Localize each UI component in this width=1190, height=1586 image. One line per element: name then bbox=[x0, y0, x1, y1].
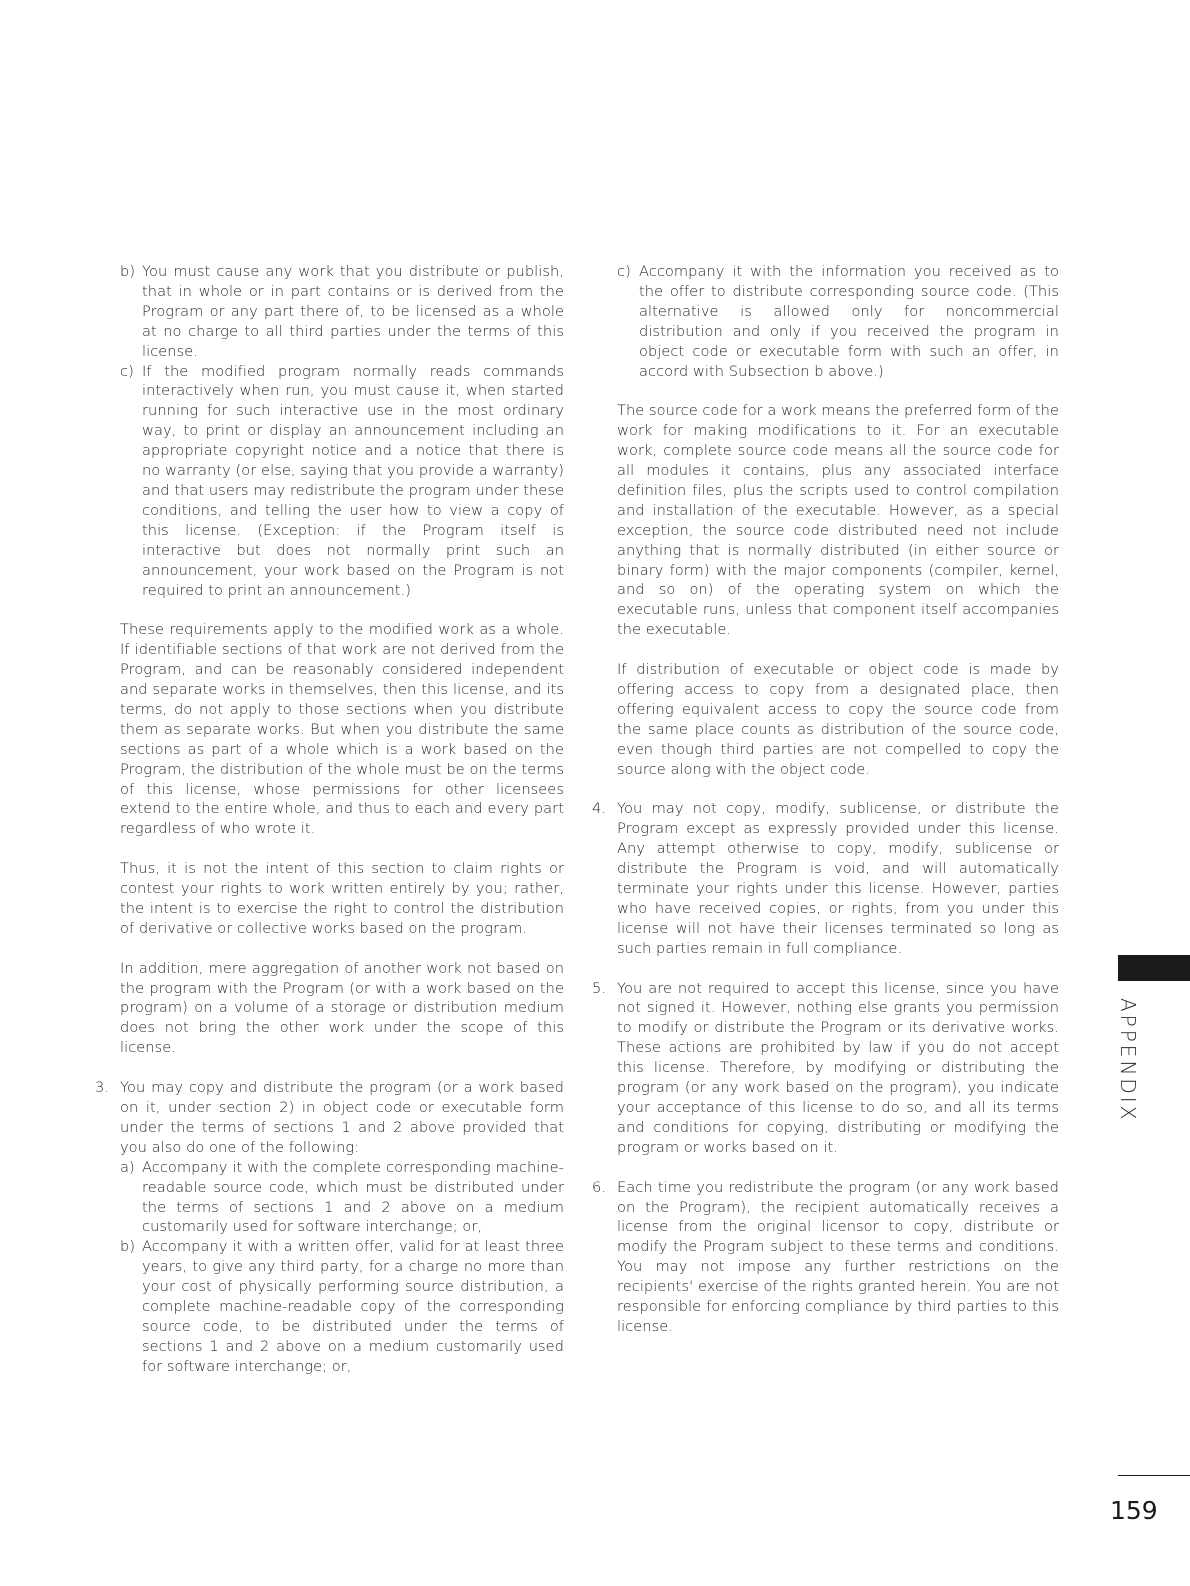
list-label: b) bbox=[120, 263, 136, 280]
section-text: Each time you redistribute the program (or any work based on the Program), the recipient automatically receives a license from the original licensor to copy, distribute or modify the Program subject to these terms and conditions. You may not impose any further restrictions on the recipients' exercise of the rights granted herein. You are not responsible for enforcing compliance by third parties to this license. bbox=[617, 1178, 1059, 1335]
right-column bbox=[592, 262, 1059, 1357]
section-text: You are not required to accept this license, since you have not signed it. However, nothing else grants you permission to modify or distribute the Program or its derivative works. These actions are prohibited by law if you do not accept this license. Therefore, by modifying or distributing the program (or any work based on the program), you indicate your acceptance of this license to do so, and all its terms and conditions for copying, distributing or modifying the program or works based on it. bbox=[617, 979, 1059, 1156]
section-number: 5. bbox=[592, 979, 607, 997]
list-text: If the modified program normally reads commands interactively when run, you must cause it, when started running for such interactive use in the most ordinary way, to print or display an announcement including an appropriate copyright notice and a notice that there is no warranty (or else, saying that you provide a warranty) and that users may redistribute the program under these conditions, and telling the user how to view a copy of this license. (Exception: if the Program itself is interactive but does not normally print such an announcement, your work based on the Program is not required to print an announcement.) bbox=[142, 362, 564, 599]
list-label: c) bbox=[617, 263, 631, 280]
section-text: You may copy and distribute the program (or a work based on it, under section 2) in object code or executable form under the terms of sections 1 and 2 above provided that you also do one of the following: bbox=[120, 1079, 564, 1156]
section-tab-label bbox=[1108, 995, 1148, 1125]
section-number: 4. bbox=[592, 800, 607, 818]
section-5 bbox=[592, 979, 1059, 1158]
list-item-c bbox=[120, 362, 564, 601]
list-text: Accompany it with the complete corresponding machine-readable source code, which must be distributed under the terms of sections 1 and 2 above on a medium customarily used for software interchange; or, bbox=[142, 1158, 564, 1236]
list-item-b bbox=[120, 1237, 564, 1376]
page-number-rule bbox=[1118, 1475, 1190, 1476]
section-tab-marker bbox=[1118, 955, 1190, 981]
list-item-b bbox=[120, 262, 564, 362]
section-tab-text: APPENDIX bbox=[1116, 997, 1140, 1123]
section-text: You may not copy, modify, sublicense, or distribute the Program except as expressly provided under this license. Any attempt otherwise to copy, modify, sublicense or distribute the Program is void, and will automatically terminate your rights under this license. However, parties who have received copies, or rights, from you under this license will not have their licenses terminated so long as such parties remain in full compliance. bbox=[617, 800, 1059, 957]
list-label: b) bbox=[120, 1238, 136, 1256]
section-6 bbox=[592, 1178, 1059, 1337]
section-3 bbox=[95, 1078, 564, 1377]
paragraph: The source code for a work means the preferred form of the work for making modifications to it. For an executable work, complete source code means all the source code for all modules it contains, plus any associated interface definition files, plus the scripts used to control compilation and installation of the executable. However, as a special exception, the source code distributed need not include anything that is normally distributed (in either source or binary form) with the major components (compiler, kernel, and so on) of the operating system on which the executable runs, unless that component itself accompanies the executable. bbox=[617, 402, 1059, 639]
page-number: 159 bbox=[1110, 1496, 1158, 1525]
list-label: c) bbox=[120, 362, 134, 380]
list-text: Accompany it with the information you received as to the offer to distribute corresponding source code. (This alternative is allowed only for noncommercial distribution and only if you received the program in object code or executable form with such an offer, in accord with Subsection b above.) bbox=[639, 263, 1059, 380]
paragraph: If distribution of executable or object code is made by offering access to copy from a designated place, then offering equivalent access to copy the source code from the same place counts as distribution of the source code, even though third parties are not compelled to copy the source along with the object code. bbox=[617, 661, 1059, 778]
paragraph: In addition, mere aggregation of another work not based on the program with the Program (or with a work based on the program) on a volume of a storage or distribution medium does not bring the other work under the scope of this license. bbox=[120, 959, 564, 1057]
section-4 bbox=[592, 799, 1059, 958]
section-number: 3. bbox=[95, 1079, 110, 1097]
left-column bbox=[95, 262, 564, 1397]
list-text: Accompany it with a written offer, valid for at least three years, to give any third party, for a charge no more than your cost of physically performing source distribution, a complete machine-readable copy of the corresponding source code, to be distributed under the terms of sections 1 and 2 above on a medium customarily used for software interchange; or, bbox=[142, 1238, 564, 1375]
paragraph: These requirements apply to the modified work as a whole. If identifiable sections of that work are not derived from the Program, and can be reasonably considered independent and separate works in themselves, then this license, and its terms, do not apply to those sections when you distribute them as separate works. But when you distribute the same sections as part of a whole which is a work based on the Program, the distribution of the whole must be on the terms of this license, whose permissions for other licensees extend to the entire whole, and thus to each and every part regardless of who wrote it. bbox=[120, 621, 564, 838]
paragraph: Thus, it is not the intent of this section to claim rights or contest your rights to work written entirely by you; rather, the intent is to exercise the right to control the distribution of derivative or collective works based on the program. bbox=[120, 860, 564, 937]
list-item-a bbox=[120, 1158, 564, 1238]
section-number: 6. bbox=[592, 1178, 607, 1196]
list-item-c bbox=[617, 262, 1059, 381]
list-text: You must cause any work that you distribute or publish, that in whole or in part contains or is derived from the Program or any part there of, to be licensed as a whole at no charge to all third parties under the terms of this license. bbox=[142, 263, 564, 360]
list-label: a) bbox=[120, 1158, 135, 1176]
